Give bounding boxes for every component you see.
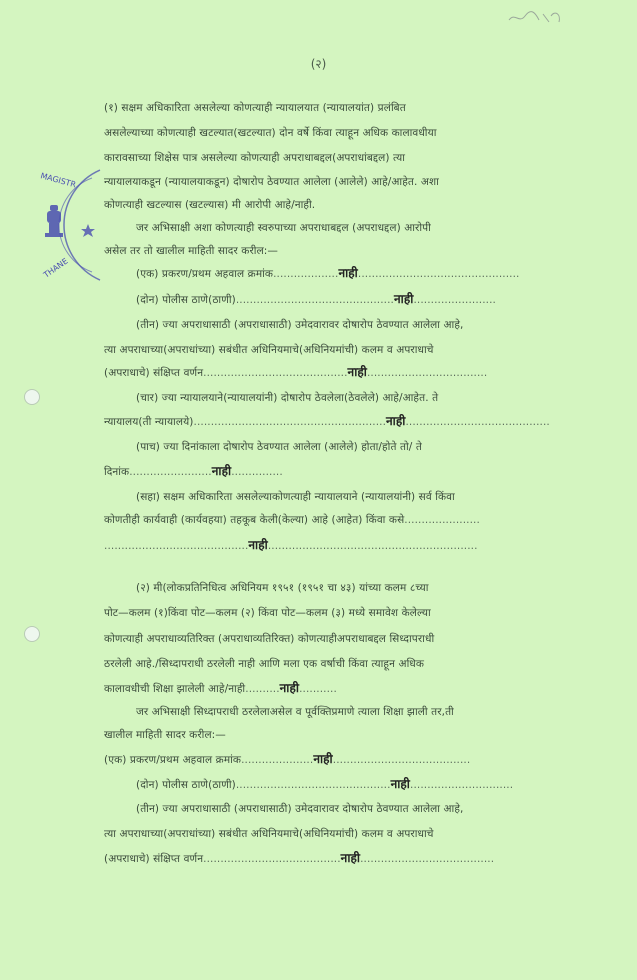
- item1-pach-label: दिनांक: [104, 466, 130, 478]
- item2-ek-label: (एक) प्रकरण/प्रथम अहवाल क्रमांक: [104, 754, 242, 766]
- item1-saha-dots-after: .............................................................: [267, 540, 478, 552]
- item1-don-dots-after: ........................: [413, 294, 496, 306]
- item1-char-line2: [104, 414, 550, 429]
- item1-teen-dots-after: ...................................: [366, 367, 488, 379]
- item1-teen-line1: (तीन) ज्या अपराधासाठी (अपराधासाठी) उमेदवारावर दोषारोप ठेवण्यात आलेला आहे,: [136, 319, 464, 331]
- para2-line5-dots-after: ...........: [299, 683, 337, 695]
- item2-teen-label: (अपराधाचे) संक्षिप्त वर्णन: [104, 853, 204, 865]
- item1-saha-line2: [104, 513, 480, 527]
- item1-char-line1: (चार) ज्या न्यायालयाने(न्यायालयांनी) दोषारोप ठेवलेला(ठेवलेले) आहे/आहेत. ते: [136, 392, 439, 404]
- punch-hole-bottom: [24, 626, 40, 642]
- item2-don-label: (दोन) पोलीस ठाणे(ठाणी): [136, 779, 236, 791]
- item2-don-value: नाही: [390, 777, 411, 791]
- item2-teen-dots: ........................................: [203, 853, 341, 865]
- item2-teen-dots-after: .......................................: [360, 853, 495, 865]
- item2-teen-value: नाही: [340, 851, 361, 865]
- item2-ek-dots: .....................: [241, 754, 314, 766]
- para1-line2: असलेल्याच्या कोणत्याही खटल्यात(खटल्यात) दोन वर्षे किंवा त्याहून अधिक कालावधीया: [104, 127, 437, 139]
- para1-line6: जर अभिसाक्षी अशा कोणत्याही स्वरुपाच्या अपराधाबद्दल (अपराधद्दल) आरोपी: [136, 222, 431, 234]
- item1-pach-value: नाही: [211, 464, 232, 478]
- magistrate-seal: [30, 150, 110, 290]
- item1-don-dots: ..............................................: [235, 294, 394, 306]
- para2-line2: पोट—कलम (१)किंवा पोट—कलम (२) किंवा पोट—कलम (३) मध्ये समावेश केलेल्या: [104, 607, 431, 619]
- page-number: (२): [310, 57, 327, 71]
- para2-line4: ठरलेली आहे./सिध्दापराधी ठरलेली नाही आणि मला एक वर्षाची किंवा त्याहून अधिक: [104, 658, 425, 670]
- item1-don-value: नाही: [394, 292, 414, 306]
- item2-don-dots-after: ..............................: [410, 779, 514, 791]
- item1-teen-dots: ..........................................: [203, 367, 348, 379]
- item1-saha-line3: [104, 538, 478, 553]
- para2-line5: [104, 681, 337, 696]
- para2-line7: खालील माहिती सादर करील:—: [104, 729, 226, 741]
- item1-saha-line1: (सहा) सक्षम अधिकारिता असलेल्याकोणत्याही न्यायालयाने (न्यायालयांनी) सर्व किंवा: [136, 491, 455, 503]
- item1-ek-dots: ...................: [273, 268, 339, 280]
- item1-ek-label: (एक) प्रकरण/प्रथम अहवाल क्रमांक: [136, 268, 274, 280]
- item1-char-value: नाही: [386, 414, 406, 428]
- item1-pach-line2: [104, 464, 283, 479]
- item2-teen-line3: [104, 851, 494, 866]
- item1-pach-dots: ........................: [129, 466, 212, 478]
- item1-teen-line3: [104, 365, 487, 380]
- item1-teen-label: (अपराधाचे) संक्षिप्त वर्णन: [104, 367, 204, 379]
- para1-line7: असेल तर तो खालील माहिती सादर करील:—: [104, 245, 279, 257]
- para1-line3: कारावसाच्या शिक्षेस पात्र असलेल्या कोणत्याही अपराधाबद्दल(अपराधांबद्दल) त्या: [104, 152, 406, 164]
- item1-char-label: न्यायालय(ती न्यायालये): [104, 416, 194, 428]
- para2-line1: (२) मी(लोकप्रतिनिधित्व अधिनियम १९५१ (१९५१ चा ४३) यांच्या कलम ८च्या: [136, 582, 429, 594]
- item1-char-dots-after: ..........................................: [405, 416, 550, 428]
- svg-text:THANE: THANE: [41, 256, 70, 280]
- item1-don: [136, 292, 496, 307]
- para1-line1: (१) सक्षम अधिकारिता असलेल्या कोणत्याही न्यायालयात (न्यायालयांत) प्रलंबित: [104, 102, 406, 114]
- para1-line5: कोणत्याही खटल्यास (खटल्यास) मी आरोपी आहे/नाही.: [104, 199, 316, 211]
- item1-teen-line2: त्या अपराधाच्या(अपराधांच्या) सबंधीत अधिनियमाचे(अधिनियमांची) कलम व अपराधाचे: [104, 344, 434, 356]
- item1-saha-line2-dots: ......................: [404, 514, 480, 526]
- para2-line5-text: कालावधीची शिक्षा झालेली आहे/नाही: [104, 683, 246, 695]
- item2-teen-line2: त्या अपराधाच्या(अपराधांच्या) सबंधीत अधिनियमाचे(अधिनियमांची) कलम व अपराधाचे: [104, 828, 434, 840]
- svg-text:MAGISTR: MAGISTR: [39, 171, 77, 190]
- handwritten-scribble: [505, 6, 565, 30]
- item1-ek-value: नाही: [338, 266, 358, 280]
- item1-teen-value: नाही: [347, 365, 367, 379]
- punch-hole-top: [24, 389, 40, 405]
- item2-teen-line1: (तीन) ज्या अपराधासाठी (अपराधासाठी) उमेदवारावर दोषारोप ठेवण्यात आलेला आहे,: [136, 803, 464, 815]
- item1-ek-dots-after: ...............................................: [357, 268, 520, 280]
- item1-ek: [136, 266, 519, 281]
- para2-line3: कोणत्याही अपराधाव्यतिरिक्त (अपराधाव्यतिरिक्त) कोणत्याहीअपराधाबद्दल सिध्दापराधी: [104, 633, 435, 645]
- para2-line5-dots: ..........: [245, 683, 280, 695]
- item1-saha-value: नाही: [248, 538, 268, 552]
- item1-pach-line1: (पाच) ज्या दिनांकाला दोषारोप ठेवण्यात आलेला (आलेले) होता/होते तो/ ते: [136, 441, 422, 453]
- item2-ek-dots-after: ........................................: [332, 754, 471, 766]
- para2-line6: जर अभिसाक्षी सिध्दापराधी ठरलेलाअसेल व पूर्वक्तिप्रमाणे त्याला शिक्षा झाली तर,ती: [136, 706, 454, 718]
- para2-line5-value: नाही: [279, 681, 300, 695]
- item2-ek: [104, 752, 470, 767]
- item2-don-dots: .............................................: [235, 779, 391, 791]
- item1-don-label: (दोन) पोलीस ठाणे(ठाणी): [136, 294, 236, 306]
- item2-don: [136, 777, 513, 792]
- item2-ek-value: नाही: [313, 752, 333, 766]
- para1-line4: न्यायालयाकडून (न्यायालयाकडून) दोषारोप ठेवण्यात आलेला (आलेले) आहे/आहेत. अशा: [104, 176, 439, 188]
- item1-pach-dots-after: ...............: [231, 466, 283, 478]
- item1-saha-label: कोणतीही कार्यवाही (कार्यवहया) तहकूब केली(केल्या) आहे (आहेत) किंवा कसे: [104, 514, 405, 526]
- item1-char-dots: ........................................................: [193, 416, 387, 428]
- item1-saha-dots: ..........................................: [104, 540, 249, 552]
